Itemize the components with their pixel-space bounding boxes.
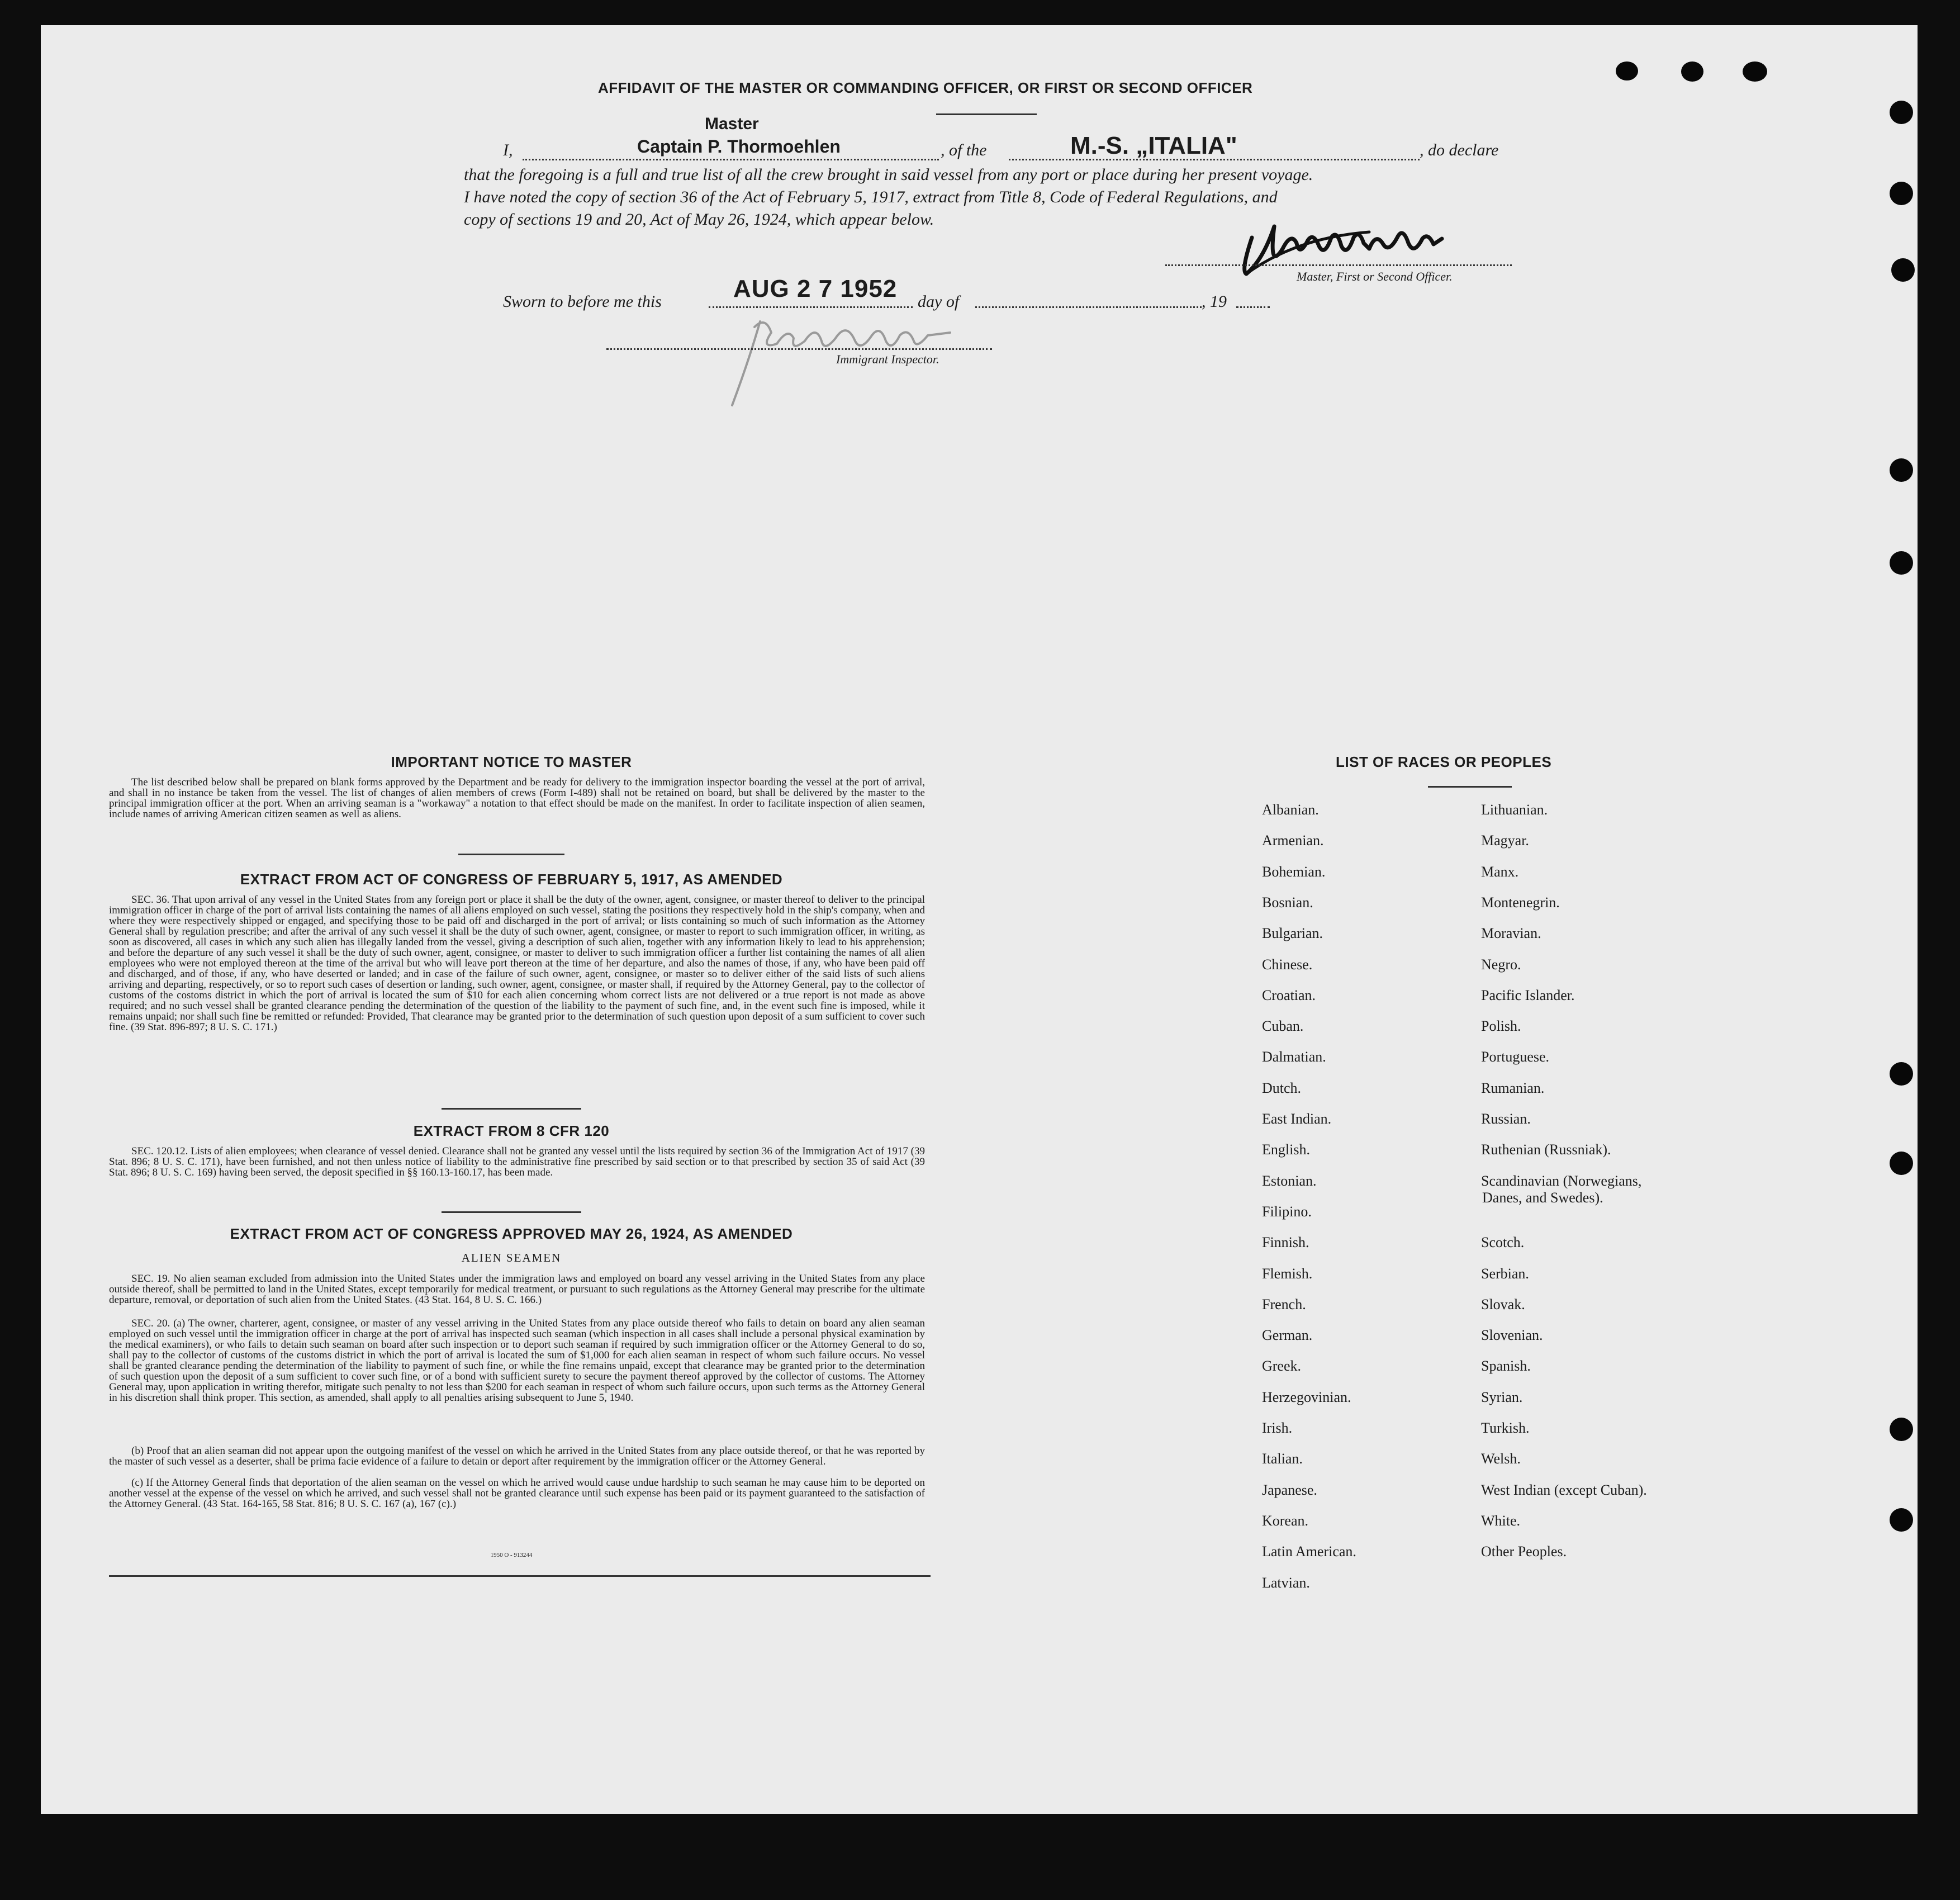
race-item: Finnish.	[1262, 1234, 1309, 1251]
race-item: Bosnian.	[1262, 894, 1313, 911]
punch-hole	[1890, 1062, 1913, 1086]
race-item: Welsh.	[1481, 1451, 1521, 1467]
title-divider	[936, 113, 1037, 115]
race-item: Latin American.	[1262, 1543, 1356, 1560]
races-divider	[1428, 786, 1512, 788]
punch-hole	[1616, 61, 1638, 80]
races-title: LIST OF RACES OR PEOPLES	[1336, 754, 1552, 770]
day-of-label: day of	[918, 292, 960, 311]
filled-name: Captain P. Thormoehlen	[637, 136, 841, 157]
punch-hole	[1890, 101, 1913, 124]
race-item: Japanese.	[1262, 1481, 1317, 1498]
filled-vessel: M.-S. „ITALIA"	[1070, 132, 1237, 159]
sworn-label: Sworn to before me this	[503, 292, 662, 311]
race-item: Turkish.	[1481, 1420, 1530, 1436]
race-item: Filipino.	[1262, 1203, 1312, 1220]
race-item: Other Peoples.	[1481, 1543, 1567, 1560]
race-item: East Indian.	[1262, 1111, 1332, 1127]
do-declare-label: , do declare	[1420, 141, 1499, 159]
race-item: Irish.	[1262, 1420, 1293, 1436]
race-item: Dalmatian.	[1262, 1049, 1326, 1065]
sworn-date-stamp: AUG 2 7 1952	[733, 275, 898, 302]
print-code: 1950 O - 913244	[490, 1552, 533, 1558]
punch-hole	[1891, 258, 1915, 282]
race-item: Flemish.	[1262, 1265, 1313, 1282]
inspector-label: Immigrant Inspector.	[836, 352, 939, 366]
section-divider	[442, 1211, 581, 1213]
master-signature-label: Master, First or Second Officer.	[1297, 269, 1453, 283]
race-item: Lithuanian.	[1481, 802, 1548, 818]
i-label: I,	[503, 141, 513, 159]
race-item: Russian.	[1481, 1111, 1531, 1127]
race-item: Albanian.	[1262, 802, 1319, 818]
punch-hole	[1890, 1152, 1913, 1175]
race-item: Armenian.	[1262, 832, 1324, 849]
of-the-label: , of the	[941, 141, 987, 159]
punch-hole	[1681, 61, 1703, 82]
month-fill-line	[975, 306, 1202, 308]
sec20b-body: (b) Proof that an alien seaman did not appear upon the outgoing manifest of the vessel on which he arrived in the United States from any place outside thereof, or that he was reported by the master of such vessel as a deserter, shall be prima facie evidence of a failure to detain or deport after requirement by the immigration officer or the Attorney General.	[109, 1445, 925, 1467]
affidavit-title: AFFIDAVIT OF THE MASTER OR COMMANDING OFFICER, OR FIRST OR SECOND OFFICER	[598, 79, 1253, 96]
inspector-signature-line	[606, 348, 992, 350]
race-item: Croatian.	[1262, 987, 1316, 1003]
race-item: French.	[1262, 1296, 1306, 1313]
punch-hole	[1743, 61, 1767, 82]
race-item: Slovenian.	[1481, 1327, 1543, 1344]
affidavit-line: copy of sections 19 and 20, Act of May 26, 1924, which appear below.	[464, 210, 934, 229]
race-item: Dutch.	[1262, 1079, 1302, 1096]
punch-hole	[1890, 551, 1913, 575]
race-item: Cuban.	[1262, 1018, 1304, 1035]
extract-1917-title: EXTRACT FROM ACT OF CONGRESS OF FEBRUARY 5, 1917, AS AMENDED	[240, 871, 783, 888]
extract-cfr-body: SEC. 120.12. Lists of alien employees; when clearance of vessel denied. Clearance shall not be granted any vessel until the lists required by section 36 of the Immigration Act of 1917 (39 Stat. 896; 8 U. S. C. 171), have been furnished, and not then unless notice of liability to the administrative fine prescribed by said section or to that prescribed by section 35 of said Act (39 Stat. 896; 8 U. S. C. 169) having been served, the deposit specified in §§ 160.13-160.17, has been made.	[109, 1145, 925, 1178]
race-item: Moravian.	[1481, 925, 1541, 942]
race-item: Bulgarian.	[1262, 925, 1323, 942]
extract-cfr-title: EXTRACT FROM 8 CFR 120	[413, 1122, 610, 1139]
race-item: English.	[1262, 1141, 1310, 1158]
race-item: Chinese.	[1262, 956, 1313, 973]
race-item: Bohemian.	[1262, 863, 1326, 880]
race-item: Latvian.	[1262, 1574, 1310, 1591]
race-item: Montenegrin.	[1481, 894, 1560, 911]
race-item: Scandinavian (Norwegians,	[1481, 1172, 1642, 1189]
affidavit-line: that the foregoing is a full and true list of all the crew brought in said vessel from any port or place during her present voyage.	[464, 165, 1313, 184]
sworn-date-line	[709, 306, 913, 308]
master-signature-line	[1165, 264, 1512, 266]
year-label: , 19	[1202, 292, 1227, 311]
notice-body: The list described below shall be prepared on blank forms approved by the Department and be ready for delivery to the immigration inspector boarding the vessel at the port of arrival, and shall in no instance be taken from the vessel. The list of changes of alien members of crews (Form I-489) shall not be retained on board, but shall be delivered by the master to the principal immigration officer at the port. When an arriving seaman is a "workaway" a notation to that effect should be made on the manifest. In order to facilitate inspection of alien seamen, include names of arriving American citizen seamen as well as aliens.	[109, 776, 925, 820]
sec20c-body: (c) If the Attorney General finds that deportation of the alien seaman on the vessel on which he arrived would cause undue hardship to such seaman he may cause him to be deported on another vessel at the expense of the vessel on which he arrived, and such vessel shall not be granted clearance until such expense has been paid or its payment guaranteed to the satisfaction of the Attorney General. (43 Stat. 164-165, 58 Stat. 816; 8 U. S. C. 167 (a), 167 (c).)	[109, 1477, 925, 1510]
race-item: Spanish.	[1481, 1358, 1531, 1375]
race-item: Rumanian.	[1481, 1079, 1545, 1096]
alien-seamen-subtitle: ALIEN SEAMEN	[461, 1251, 562, 1264]
race-item: Ruthenian (Russniak).	[1481, 1141, 1611, 1158]
name-fill-line	[523, 159, 939, 160]
race-item: Slovak.	[1481, 1296, 1525, 1313]
affidavit-line: I have noted the copy of section 36 of the Act of February 5, 1917, extract from Title 8, Code of Federal Regulations, and	[464, 188, 1278, 206]
race-item: Pacific Islander.	[1481, 987, 1575, 1003]
punch-hole	[1890, 1508, 1913, 1532]
race-item: Italian.	[1262, 1451, 1303, 1467]
notice-title: IMPORTANT NOTICE TO MASTER	[391, 754, 632, 770]
filled-rank: Master	[705, 115, 759, 133]
race-item: Korean.	[1262, 1512, 1309, 1529]
race-item: West Indian (except Cuban).	[1481, 1481, 1647, 1498]
race-item: Manx.	[1481, 863, 1519, 880]
bottom-rule	[109, 1575, 931, 1577]
punch-hole	[1890, 458, 1913, 482]
race-item: Negro.	[1481, 956, 1521, 973]
race-item: Estonian.	[1262, 1172, 1317, 1189]
race-item: Herzegovinian.	[1262, 1389, 1351, 1405]
race-item: Serbian.	[1481, 1265, 1529, 1282]
race-item: Greek.	[1262, 1358, 1302, 1375]
section-divider	[442, 1108, 581, 1110]
race-item: German.	[1262, 1327, 1313, 1344]
race-item: Syrian.	[1481, 1389, 1523, 1405]
extract-1924-title: EXTRACT FROM ACT OF CONGRESS APPROVED MAY 26, 1924, AS AMENDED	[230, 1225, 793, 1242]
race-item: Magyar.	[1481, 832, 1529, 849]
punch-hole	[1890, 182, 1913, 205]
race-item: Portuguese.	[1481, 1049, 1550, 1065]
sec20a-body: SEC. 20. (a) The owner, charterer, agent, consignee, or master of any vessel arriving in the United States from any place outside thereof who fails to detain on board any alien seaman employed on such vessel until the immigration officer in charge at the port of arrival has inspected such seaman (which inspection in all cases shall include a personal physical examination by the medical examiners), or who fails to detain such seaman on board after such inspection or to deport such seaman if required by such immigration officer or the Attorney General to do so, shall pay to the collector of customs of the customs district in which the port of arrival is located the sum of $1,000 for each alien seaman in respect of whom such failure occurs. No vessel shall be granted clearance pending the determination of the liability to payment of such fine, or while the fine remains unpaid, except that clearance may be granted prior to the determination of such question upon the deposit of a sum sufficient to cover such fine, or of a bond with sufficient surety to secure the payment thereof approved by the collector of customs. The Attorney General may, upon application in writing therefor, mitigate such penalty to not less than $200 for each seaman in respect of whom such failure occurs, upon such terms as the Attorney General in his discretion shall think proper. This section, as amended, shall apply to all penalties arising subsequent to June 5, 1940.	[109, 1318, 925, 1404]
year-fill-line	[1236, 306, 1270, 308]
section-divider	[458, 854, 564, 855]
race-item: Polish.	[1481, 1018, 1521, 1035]
sec19-body: SEC. 19. No alien seaman excluded from admission into the United States under the immigration laws and employed on board any vessel arriving in the United States from any place outside thereof, shall be permitted to land in the United States, except temporarily for medical treatment, or pursuant to such regulations as the Attorney General may prescribe for the ultimate departure, removal, or deportation of such alien from the United States. (43 Stat. 164, 8 U. S. C. 166.)	[109, 1273, 925, 1306]
race-item: Scotch.	[1481, 1234, 1525, 1251]
race-item: Danes, and Swedes).	[1482, 1189, 1603, 1206]
punch-hole	[1890, 1418, 1913, 1441]
extract-1917-body: SEC. 36. That upon arrival of any vessel in the United States from any foreign port or place it shall be the duty of the owner, agent, consignee, or master thereof to deliver to the principal immigration officer in charge of the port of arrival lists containing the names of all aliens employed on such vessel, stating the positions they respectively hold in the ship's company, when and where they were respectively shipped or engaged, and specifying those to be paid off and discharged in the port of arrival; or lists containing so much of such information as the Attorney General shall by regulation prescribe; and after the arrival of any such vessel it shall be the duty of such owner, agent, consignee, or master to report to such immigration officer, in writing, as soon as discovered, all cases in which any such alien has illegally landed from the vessel, giving a description of such alien, together with any information likely to lead to his apprehension; and before the departure of any such vessel it shall be the duty of such owner, agent, consignee, or master to deliver to such immigration officer a further list containing the names of all alien employees who were not employed thereon at the time of the arrival but who will leave port thereon at the time of her departure, and also the names of those, if any, who have been paid off and discharged, and of those, if any, who have deserted or landed; and in case of the failure of such owner, agent, consignee, or master so to deliver either of the said lists of such aliens arriving and departing, respectively, or so to report such cases of desertion or landing, such owner, agent, consignee, or master shall, if required by the Attorney General, pay to the collector of customs of the costoms district in which the port of arrival is located the sum of $10 for each alien concerning whom correct lists are not delivered or a true report is not made as above required; and no such vessel shall be granted clearance pending the determination of the question of the liability to the payment of such fine, and, in the event such fine is imposed, while it remains unpaid; nor shall such fine be remitted or refunded: Provided, That clearance may be granted prior to the determination of such question upon deposit of a sum sufficient to cover such fine. (39 Stat. 896-897; 8 U. S. C. 171.)	[109, 894, 925, 1033]
race-item: White.	[1481, 1512, 1521, 1529]
